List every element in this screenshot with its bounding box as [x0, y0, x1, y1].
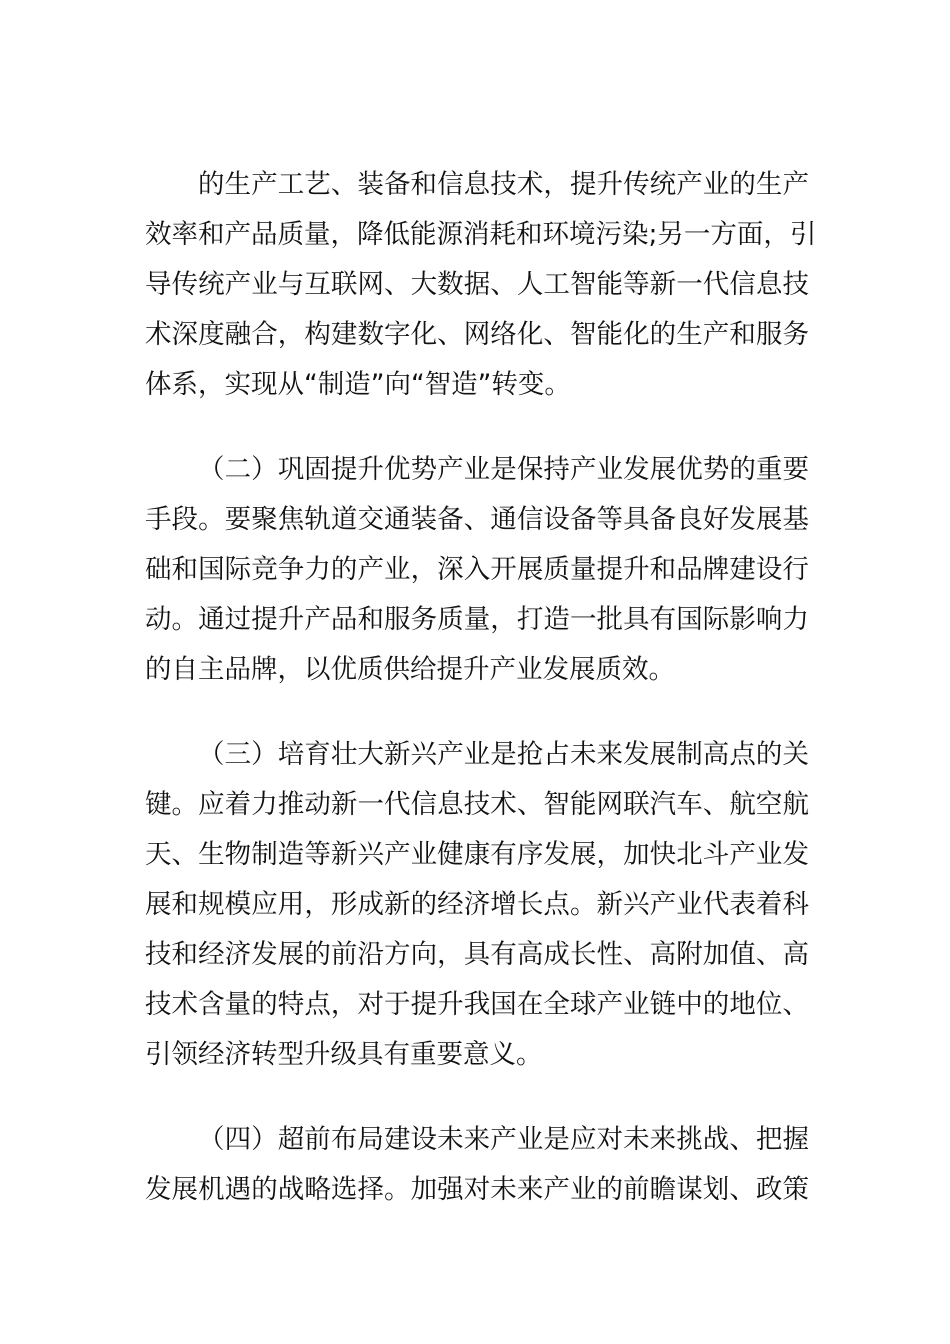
text-line: 的生产工艺、装备和信息技术，提升传统产业的生产 — [198, 169, 809, 200]
text-line: 技术含量的特点，对于提升我国在全球产业链中的地位、 — [145, 989, 809, 1020]
paragraph-traditional-industry — [145, 160, 817, 410]
paragraph-advantage-industry — [145, 445, 809, 695]
text-line: 键。应着力推动新一代信息技术、智能网联汽车、航空航 — [145, 789, 809, 820]
text-line: 天、生物制造等新兴产业健康有序发展，加快北斗产业发 — [145, 839, 809, 870]
paragraph-future-industry — [145, 1115, 809, 1215]
text-line: 导传统产业与互联网、大数据、人工智能等新一代信息技 — [145, 269, 809, 300]
text-line: （三）培育壮大新兴产业是抢占未来发展制高点的关 — [198, 739, 809, 770]
text-line: 体系，实现从“制造”向“智造”转变。 — [145, 369, 571, 400]
text-line: 动。通过提升产品和服务质量，打造一批具有国际影响力 — [145, 604, 809, 635]
paragraph-emerging-industry — [145, 730, 809, 1080]
text-line: 发展机遇的战略选择。加强对未来产业的前瞻谋划、政策 — [145, 1174, 809, 1205]
text-line: 效率和产品质量，降低能源消耗和环境污染;另一方面，引 — [145, 219, 817, 250]
text-line: 技和经济发展的前沿方向，具有高成长性、高附加值、高 — [145, 939, 809, 970]
text-line: 的自主品牌，以优质供给提升产业发展质效。 — [145, 654, 675, 685]
text-line: 展和规模应用，形成新的经济增长点。新兴产业代表着科 — [145, 889, 809, 920]
text-line: 础和国际竞争力的产业，深入开展质量提升和品牌建设行 — [145, 554, 809, 585]
text-line: （四）超前布局建设未来产业是应对未来挑战、把握 — [198, 1124, 809, 1155]
text-line: 手段。要聚焦轨道交通装备、通信设备等具备良好发展基 — [145, 504, 809, 535]
text-line: 引领经济转型升级具有重要意义。 — [145, 1039, 543, 1070]
text-line: 术深度融合，构建数字化、网络化、智能化的生产和服务 — [145, 319, 809, 350]
text-line: （二）巩固提升优势产业是保持产业发展优势的重要 — [198, 454, 809, 485]
